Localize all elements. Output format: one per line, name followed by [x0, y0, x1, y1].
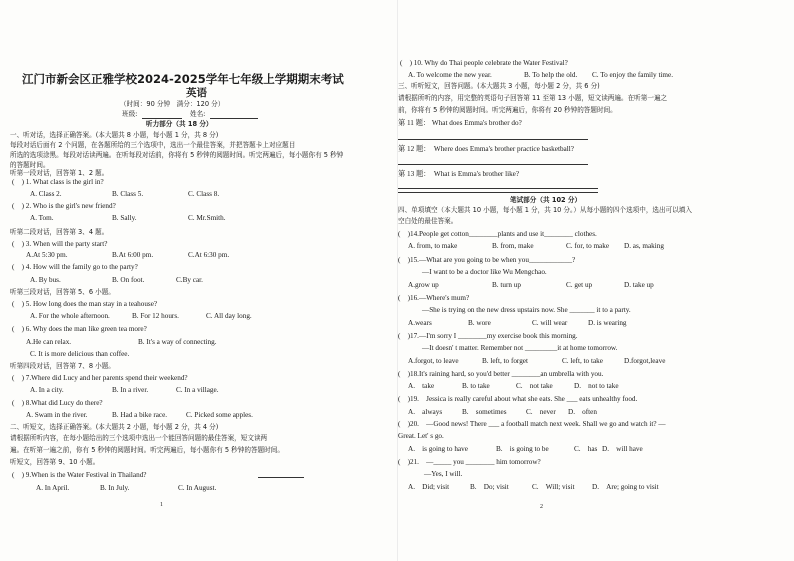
question-20: ( )20. —Good news! There ___ a football match next week. Shall we go and watch it? — [398, 420, 666, 428]
question-17: ( )17.—I'm sorry I ________my exercise book this morning. [398, 332, 578, 340]
option-8b[interactable]: B. Had a bike race. [112, 411, 168, 419]
section-written: 笔试部分（共 102 分） [510, 196, 582, 204]
option-15c[interactable]: C. get up [566, 281, 593, 289]
section-divider [398, 188, 598, 193]
part3-desc: 请根据所听的内容，用完整的英语句子回答第 11 至第 13 小题，短文读两遍。在听第一遍之 [398, 94, 668, 102]
question-4: ( ) 4. How will the family go to the party? [12, 263, 138, 271]
part2-desc: 听短文，回答第 9、10 小题。 [10, 458, 100, 466]
part3-heading: 三、听听短文，回答问题。(本大题共 3 小题，每小题 2 分，共 6 分) [398, 82, 600, 90]
option-7c[interactable]: C. In a village. [176, 386, 219, 394]
option-10a[interactable]: A. To welcome the new year. [408, 71, 492, 79]
option-21c[interactable]: C. Will; visit [532, 483, 575, 491]
option-14d[interactable]: D. as, making [624, 242, 664, 250]
option-17d[interactable]: D.forgot,leave [624, 357, 666, 365]
section-label: 听第四段对话，回答第 7、8 小题。 [10, 362, 115, 370]
dialogue-line: —Yes, I will. [424, 470, 463, 478]
answer-line [258, 477, 304, 478]
option-1c[interactable]: C. Class 8. [188, 190, 220, 198]
name-label: 姓名: [190, 110, 206, 118]
option-6b[interactable]: B. It's a way of connecting. [138, 338, 217, 346]
option-16b[interactable]: B. wore [468, 319, 491, 327]
question-19: ( )19. Jessica is really careful about what she eats. She ___ eats unhealthy food. [398, 395, 638, 403]
section-label: 听第二段对话，回答第 3、4 题。 [10, 228, 109, 236]
class-blank[interactable] [142, 118, 182, 119]
dialogue-line: —She is trying on the new dress upstairs now. She _______ it to a party. [422, 306, 631, 314]
part2-heading: 二、听短文，选择正确答案。(本大题共 2 小题，每小题 2 分，共 4 分) [10, 423, 219, 431]
option-10b[interactable]: B. To help the old. [524, 71, 578, 79]
option-18d[interactable]: D. not to take [574, 382, 619, 390]
option-4a[interactable]: A. By bus. [30, 276, 61, 284]
answer-line-12[interactable] [398, 164, 588, 165]
option-4b[interactable]: B. On foot. [112, 276, 145, 284]
option-14c[interactable]: C. for, to make [566, 242, 610, 250]
dialogue-line: —It doesn' t matter. Remember not _________it at home tomorrow. [422, 344, 618, 352]
part1-desc: 的答题时间。 [10, 161, 50, 169]
option-3a[interactable]: A.At 5:30 pm. [26, 251, 68, 259]
section-label: 听第三段对话，回答第 5、6 小题。 [10, 288, 115, 296]
option-21b[interactable]: B. Do; visit [470, 483, 509, 491]
option-20a[interactable]: A. is going to have [408, 445, 468, 453]
option-20c[interactable]: C. has [574, 445, 598, 453]
option-5b[interactable]: B. For 12 hours. [132, 312, 179, 320]
option-1a[interactable]: A. Class 2. [30, 190, 62, 198]
option-17c[interactable]: C. left, to take [562, 357, 603, 365]
option-17a[interactable]: A.forgot, to leave [408, 357, 459, 365]
option-6a[interactable]: A.He can relax. [26, 338, 72, 346]
option-5c[interactable]: C. All day long. [206, 312, 252, 320]
part1-heading: 一、听对话，选择正确答案。(本大题共 8 小题，每小题 1 分，共 8 分) [10, 131, 219, 139]
question-21: ( )21. —_____ you ________ him tomorrow? [398, 458, 541, 466]
option-14b[interactable]: B. from, make [492, 242, 534, 250]
option-2c[interactable]: C. Mr.Smith. [188, 214, 226, 222]
section-listening: 听力部分（共 18 分） [146, 120, 213, 128]
question-9: ( ) 9.When is the Water Festival in Thailand? [12, 471, 147, 479]
question-1: ( ) 1. What class is the girl in? [12, 178, 104, 186]
question-15: ( )15.—What are you going to be when you____________? [398, 256, 576, 264]
question-2: ( ) 2. Who is the girl's new friend? [12, 202, 116, 210]
option-9a[interactable]: A. In April. [36, 484, 70, 492]
option-21a[interactable]: A. Did; visit [408, 483, 450, 491]
answer-line-11[interactable] [398, 139, 588, 140]
option-9c[interactable]: C. In August. [178, 484, 217, 492]
option-18a[interactable]: A. take [408, 382, 435, 390]
part3-desc: 前，你将有 5 秒钟的阅题时间。听完两遍后，你将有 20 秒钟的答题时间。 [398, 106, 617, 114]
part2-desc: 请根据所听内容，在每小题给出的三个选项中选出一个能回答问题的最佳答案，短文读两 [10, 434, 268, 442]
class-label: 班级: [122, 110, 138, 118]
subject-title: 英语 [186, 87, 207, 99]
page-number: 2 [540, 504, 543, 510]
option-15b[interactable]: B. turn up [492, 281, 521, 289]
question-7: ( ) 7.Where did Lucy and her parents spend their weekend? [12, 374, 188, 382]
option-15a[interactable]: A.grow up [408, 281, 439, 289]
question-18: ( )18.It's raining hard, so you'd better ________an umbrella with you. [398, 370, 604, 378]
option-19a[interactable]: A. always [408, 408, 443, 416]
question-8: ( ) 8.What did Lucy do there? [12, 399, 103, 407]
page-number: 1 [160, 502, 163, 508]
option-15d[interactable]: D. take up [624, 281, 654, 289]
question-12: 第 12 题： Where does Emma's brother practice basketball? [398, 145, 574, 153]
option-7b[interactable]: B. In a river. [112, 386, 149, 394]
exam-page-right [397, 0, 794, 561]
option-3b[interactable]: B.At 6:00 pm. [112, 251, 154, 259]
option-1b[interactable]: B. Class 5. [112, 190, 144, 198]
question-5: ( ) 5. How long does the man stay in a teahouse? [12, 300, 158, 308]
section-label: 听第一段对话，回答第 1、2 题。 [10, 169, 109, 177]
option-2a[interactable]: A. Tom. [30, 214, 54, 222]
part1-desc: 所选的选项涂黑。每段对话读两遍。在听每段对话前，你将有 5 秒钟的阅题时间。听完两遍后，每小题你有 5 秒钟 [10, 151, 344, 159]
time-score: （时间：90 分钟 满分：120 分） [120, 100, 225, 108]
option-19d[interactable]: D. often [568, 408, 597, 416]
option-19c[interactable]: C. never [526, 408, 556, 416]
part4-heading: 四、单项填空（本大题共 10 小题，每小题 1 分，共 10 分。）从每小题的四个选项中，选出可以填入 [398, 206, 692, 214]
option-3c[interactable]: C.At 6:30 pm. [188, 251, 230, 259]
option-10c[interactable]: C. To enjoy the family time. [592, 71, 674, 79]
option-18c[interactable]: C. not take [516, 382, 553, 390]
option-8a[interactable]: A. Swam in the river. [26, 411, 88, 419]
option-21d[interactable]: D. Are; going to visit [592, 483, 659, 491]
option-17b[interactable]: B. left, to forget [482, 357, 528, 365]
question-16: ( )16.—Where's mum? [398, 294, 470, 302]
option-18b[interactable]: B. to take [462, 382, 490, 390]
question-14: ( )14.People get cotton________plants and use it________ clothes. [398, 230, 597, 238]
dialogue-line: —I want to be a doctor like Wu Mengchao. [422, 268, 547, 276]
option-14a[interactable]: A. from, to make [408, 242, 458, 250]
option-16c[interactable]: C. will wear [532, 319, 568, 327]
option-7a[interactable]: A. In a city. [30, 386, 64, 394]
option-20d[interactable]: D. will have [602, 445, 643, 453]
option-5a[interactable]: A. For the whole afternoon. [30, 312, 110, 320]
option-9b[interactable]: B. In July. [100, 484, 130, 492]
option-8c[interactable]: C. Picked some apples. [186, 411, 253, 419]
question-11: 第 11 题： What does Emma's brother do? [398, 119, 522, 127]
name-blank[interactable] [210, 118, 258, 119]
part4-heading: 空白处的最佳答案。 [398, 217, 458, 225]
part2-desc: 遍。在听第一遍之前，你有 5 秒钟的阅题时间。听完两遍后，每小题你有 5 秒钟的答题时间。 [10, 446, 284, 454]
option-19b[interactable]: B. sometimes [462, 408, 507, 416]
question-3: ( ) 3. When will the party start? [12, 240, 108, 248]
question-6: ( ) 6. Why does the man like green tea more? [12, 325, 147, 333]
option-2b[interactable]: B. Sally. [112, 214, 137, 222]
question-10: ( ) 10. Why do Thai people celebrate the Water Festival? [400, 59, 568, 67]
option-6c[interactable]: C. It is more delicious than coffee. [30, 350, 130, 358]
option-4c[interactable]: C.By car. [176, 276, 203, 284]
option-20b[interactable]: B. is going to be [496, 445, 549, 453]
exam-title: 江门市新会区正雅学校2024-2025学年七年级上学期期末考试 [22, 72, 344, 86]
question-13: 第 13 题： What is Emma's brother like? [398, 170, 520, 178]
part1-desc: 每段对话后面有 2 个问题，在各题所给的三个选项中，选出一个最佳答案，并把答题卡上对应题目 [10, 141, 296, 149]
dialogue-line: Great. Let' s go. [398, 432, 444, 440]
option-16d[interactable]: D. is wearing [588, 319, 627, 327]
option-16a[interactable]: A.wears [408, 319, 432, 327]
